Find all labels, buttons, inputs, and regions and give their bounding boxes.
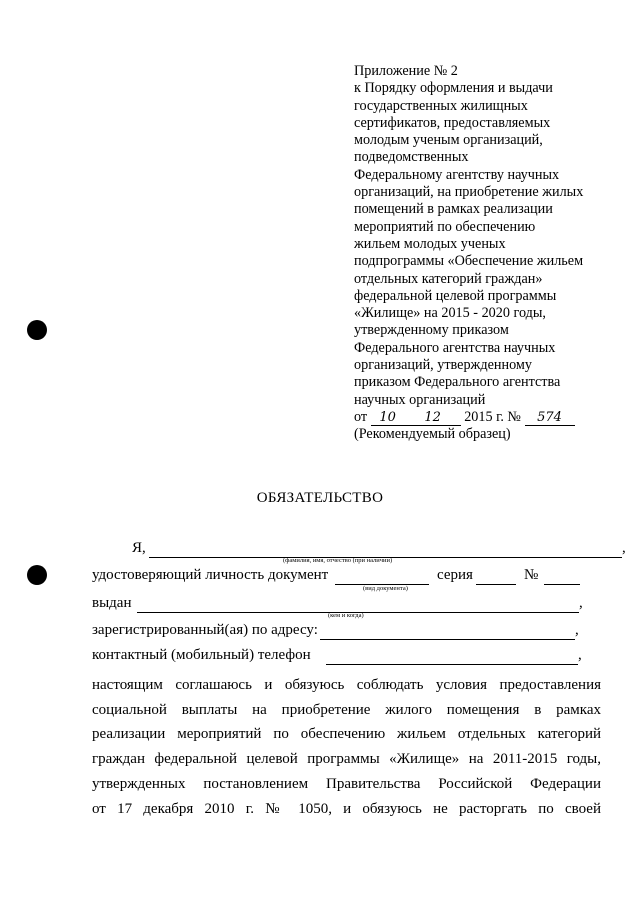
paragraph-line: социальной выплаты на приобретение жилого помещения в рамках (92, 701, 601, 718)
date-year: 2015 г. № (464, 408, 521, 425)
paragraph-line: реализации мероприятий по обеспечению жильем отдельных категорий (92, 726, 601, 743)
appendix-line: государственных жилищных (354, 97, 528, 114)
appendix-line: Федерального агентства научных (354, 339, 556, 356)
phone-row (92, 647, 602, 667)
name-comma: , (622, 540, 626, 556)
document-type-caption: (вид документа) (363, 585, 408, 592)
appendix-line: подведомственных (354, 149, 469, 166)
issued-comma: , (579, 595, 583, 611)
ya-label: Я, (132, 540, 146, 556)
order-number-handwritten: 574 (525, 411, 575, 426)
paragraph-line: настоящим соглашаюсь и обязуюсь соблюдать условия предоставления (92, 677, 601, 693)
phone-field[interactable] (326, 664, 578, 665)
appendix-line: Приложение № 2 (354, 63, 458, 79)
punch-hole-top (27, 320, 47, 340)
document-number-field[interactable] (544, 584, 580, 585)
paragraph-line: от 17 декабря 2010 г. № 1050, и обязуюсь не расторгать по своей (92, 800, 601, 817)
appendix-line: к Порядку оформления и выдачи (354, 80, 553, 97)
appendix-line: утвержденному приказом (354, 322, 509, 339)
address-label: зарегистрированный(ая) по адресу: (92, 622, 318, 638)
issued-label: выдан (92, 595, 132, 611)
appendix-line: Федеральному агентству научных (354, 166, 560, 183)
document-title: ОБЯЗАТЕЛЬСТВО (256, 490, 384, 506)
address-row (92, 622, 602, 642)
appendix-line: отдельных категорий граждан» (354, 270, 543, 287)
date-prefix: от (354, 408, 368, 425)
document-label: удостоверяющий личность документ (92, 567, 329, 583)
full-name-caption: (фамилия, имя, отчество (при наличии) (283, 557, 393, 564)
appendix-line: «Жилище» на 2015 - 2020 годы, (354, 305, 546, 322)
series-label: серия (437, 567, 473, 583)
appendix-line: федеральной целевой программы (354, 287, 557, 304)
appendix-line: мероприятий по обеспечению (354, 218, 536, 235)
appendix-line: организаций, на приобретение жилых (354, 184, 584, 201)
issued-by-caption: (кем и когда) (328, 612, 364, 619)
document-row (92, 567, 602, 587)
appendix-line: подпрограммы «Обеспечение жильем (354, 253, 584, 270)
phone-comma: , (578, 647, 582, 663)
appendix-line: жильем молодых ученых (354, 235, 506, 252)
date-month-handwritten: 12 (405, 411, 461, 426)
date-day-handwritten: 10 (371, 411, 405, 426)
paragraph-line: утвержденных постановлением Правительства Российской Федерации (92, 775, 601, 792)
appendix-line: помещений в рамках реализации (354, 201, 553, 218)
series-field[interactable] (476, 584, 516, 585)
recommended-sample-label: (Рекомендуемый образец) (354, 426, 511, 443)
order-date-line (354, 409, 614, 426)
appendix-line: организаций, утвержденному (354, 357, 532, 374)
appendix-line: научных организаций (354, 391, 486, 408)
appendix-header (354, 63, 614, 444)
appendix-line: молодым ученым организаций, (354, 132, 543, 149)
paragraph-line: граждан федеральной целевой программы «Жилище» на 2011-2015 годы, (92, 751, 601, 768)
address-field[interactable] (320, 639, 575, 640)
appendix-line: приказом Федерального агентства (354, 374, 561, 391)
phone-label: контактный (мобильный) телефон (92, 647, 311, 663)
punch-hole-bottom (27, 565, 47, 585)
appendix-line: сертификатов, предоставляемых (354, 114, 551, 131)
address-comma: , (575, 622, 579, 638)
number-label: № (524, 567, 539, 583)
obligation-paragraph (92, 673, 601, 821)
